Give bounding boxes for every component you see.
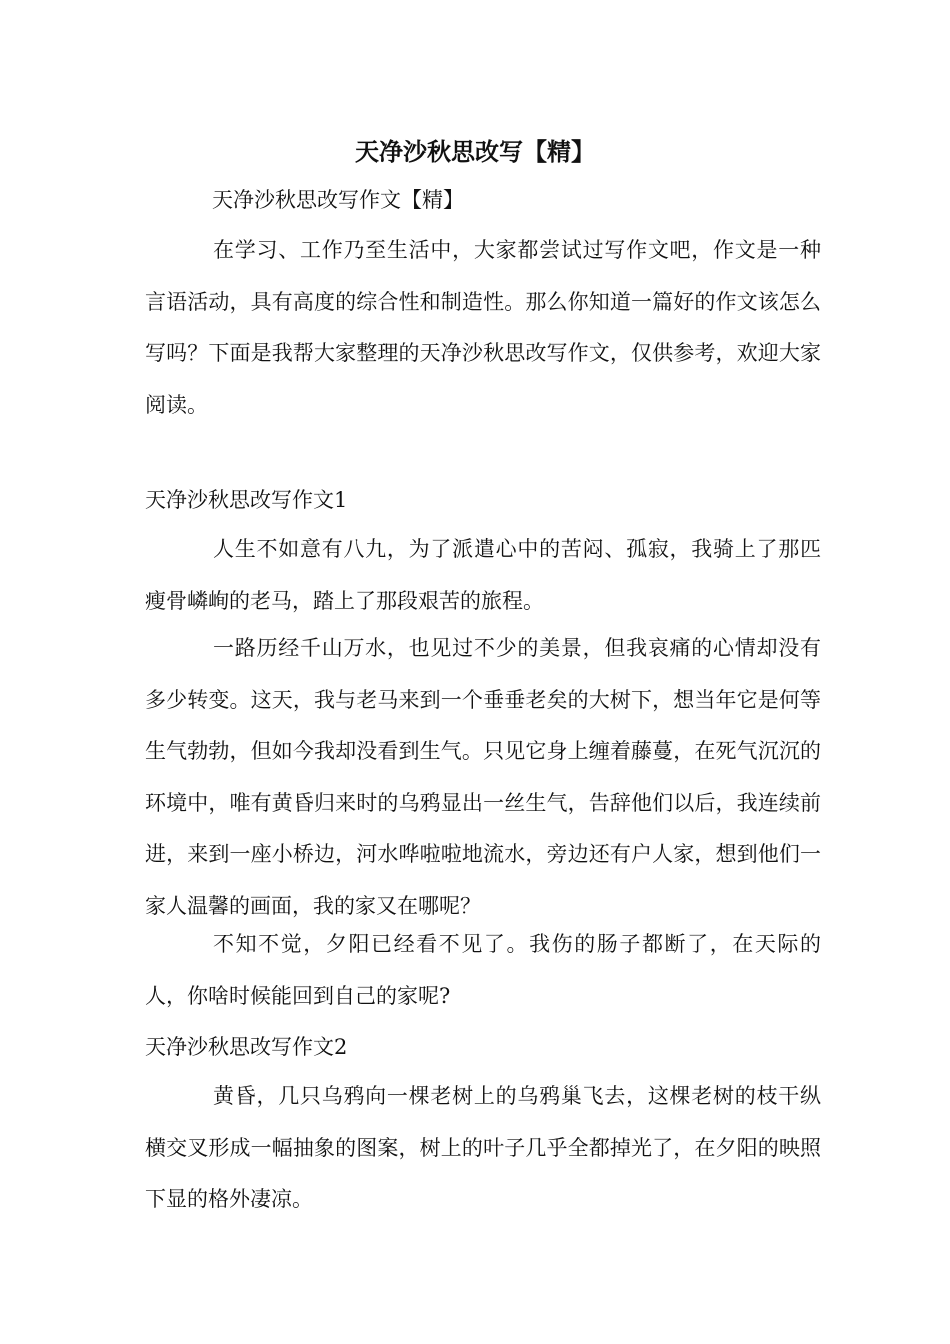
section-1-paragraph-1: 人生不如意有八九，为了派遣心中的苦闷、孤寂，我骑上了那匹瘦骨嶙峋的老马，踏上了那段艰苦的旅程。 <box>145 537 821 613</box>
section-1-paragraph-2: 一路历经千山万水，也见过不少的美景，但我哀痛的心情却没有多少转变。这天，我与老马来到一个垂垂老矣的大树下，想当年它是何等生气勃勃，但如今我却没看到生气。只见它身上缠着藤蔓，在死气沉沉的环境中，唯有黄昏归来时的乌鸦显出一丝生气，告辞他们以后，我连续前进，来到一座小桥边，河水哗啦啦地流水，旁边还有户人家，想到他们一家人温馨的画面，我的家又在哪呢？ <box>145 636 821 918</box>
document-subtitle: 天净沙秋思改写作文【精】 <box>212 188 464 212</box>
section-1-paragraph-3: 不知不觉，夕阳已经看不见了。我伤的肠子都断了，在天际的人，你啥时候能回到自己的家呢? <box>145 932 821 1008</box>
section-heading-2: 天净沙秋思改写作文2 <box>145 1035 348 1059</box>
document-title: 天净沙秋思改写【精】 <box>355 137 595 166</box>
intro-paragraph: 在学习、工作乃至生活中，大家都尝试过写作文吧，作文是一种言语活动，具有高度的综合性和制造性。那么你知道一篇好的作文该怎么写吗？下面是我帮大家整理的天净沙秋思改写作文，仅供参考，欢迎大家阅读。 <box>145 238 821 417</box>
section-2-paragraph-1: 黄昏，几只乌鸦向一棵老树上的乌鸦巢飞去，这棵老树的枝干纵横交叉形成一幅抽象的图案，树上的叶子几乎全都掉光了，在夕阳的映照下显的格外凄凉。 <box>145 1084 821 1211</box>
section-heading-1: 天净沙秋思改写作文1 <box>145 488 348 512</box>
